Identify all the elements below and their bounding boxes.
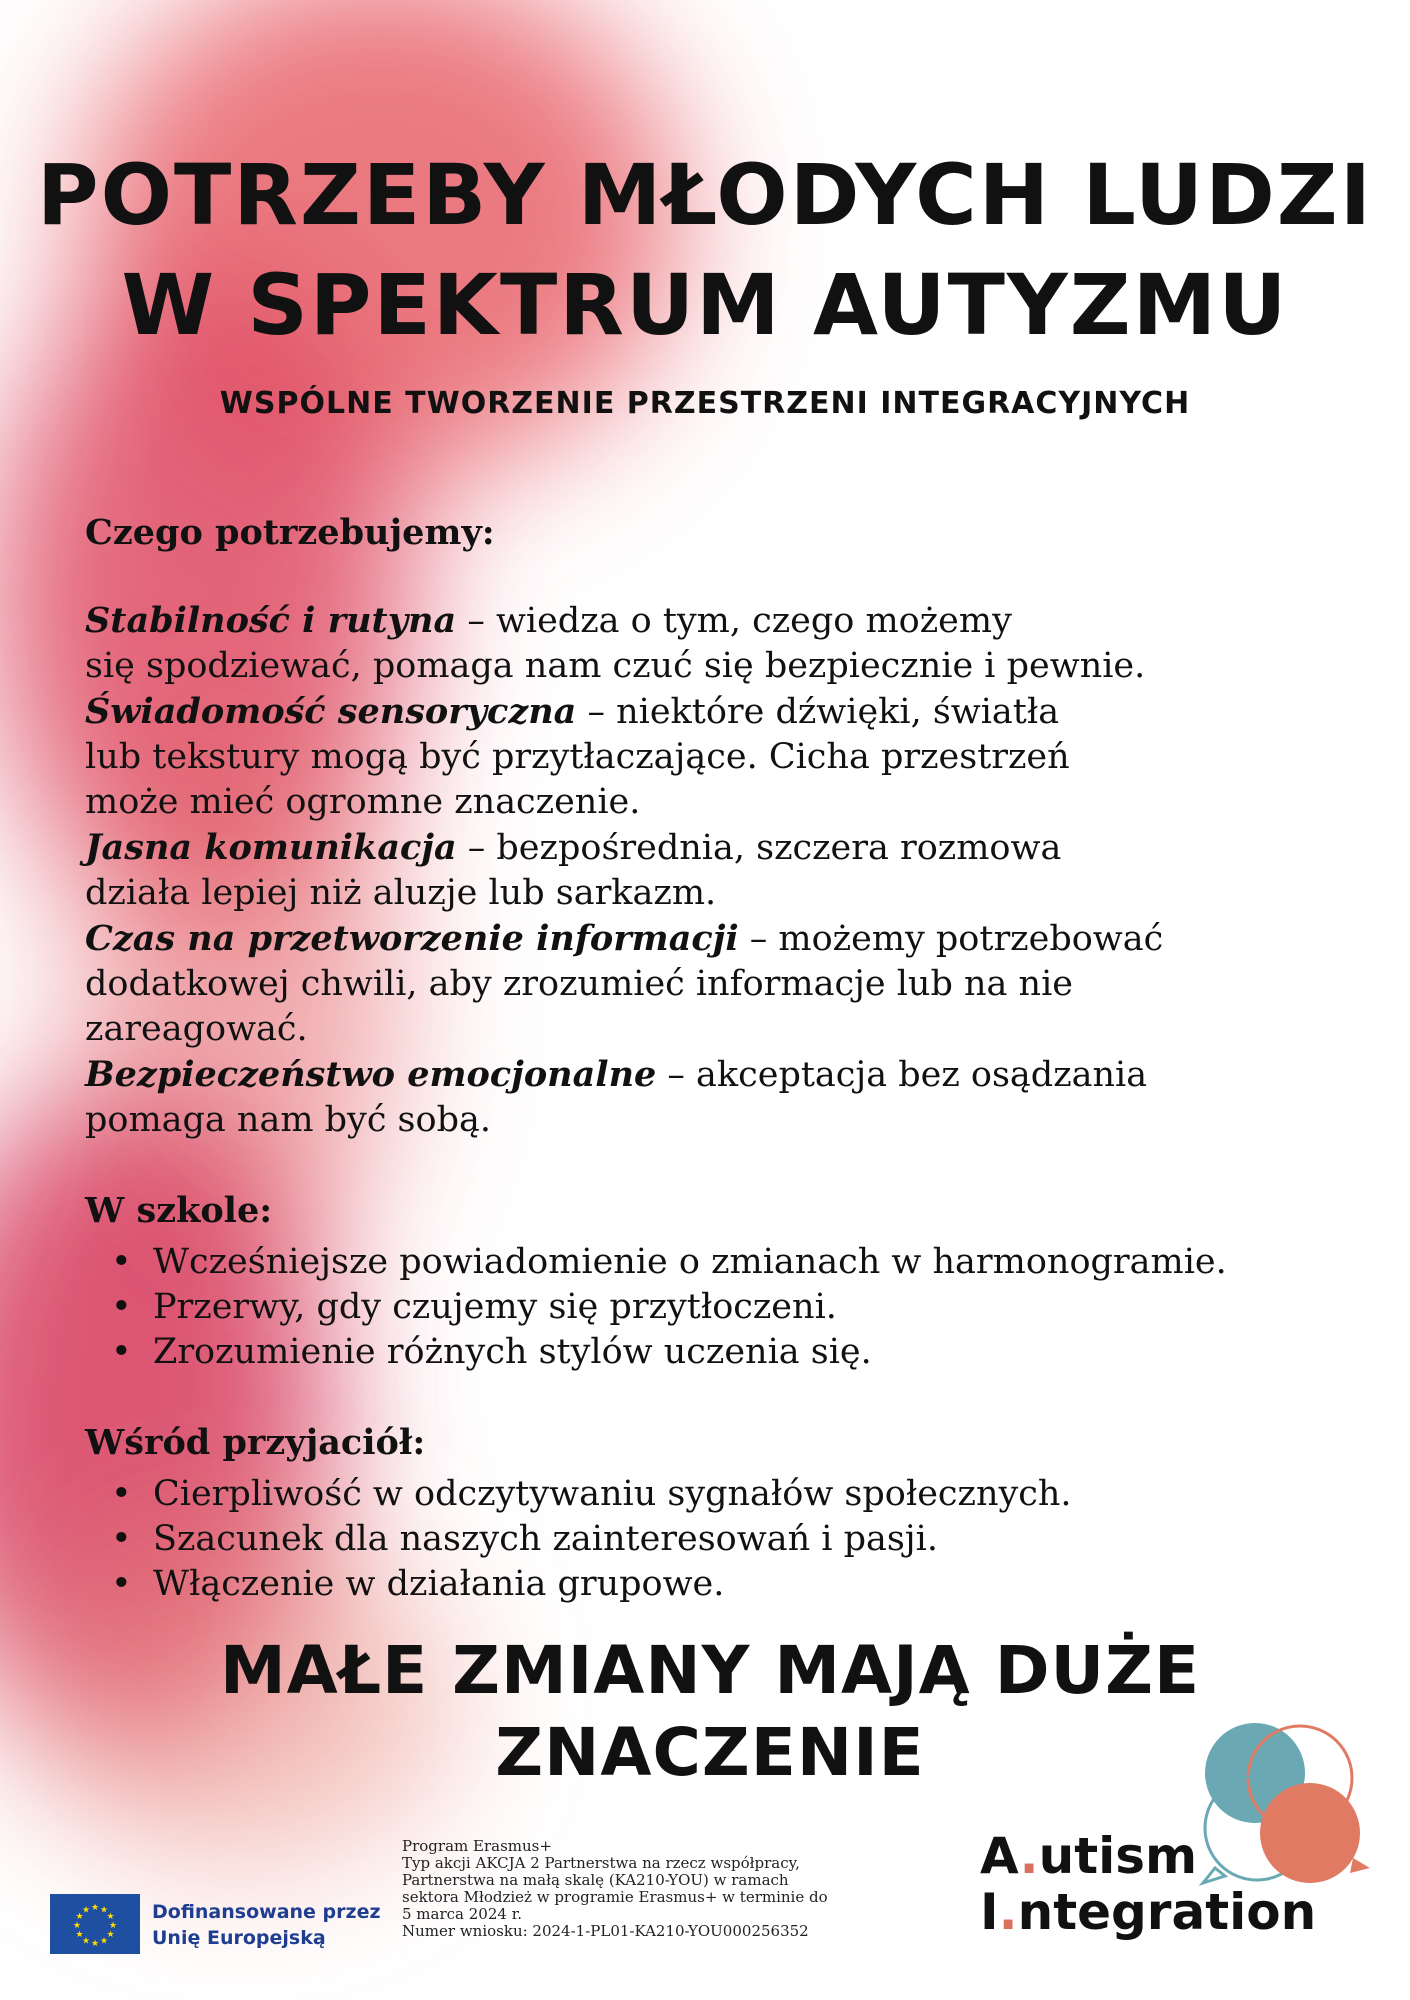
svg-text:★: ★ (106, 1930, 115, 1940)
list-item: • Zrozumienie różnych stylów uczenia się. (105, 1330, 1227, 1375)
main-title-line-2: W SPEKTRUM AUTYZMU (121, 256, 1289, 354)
closing-line-2: ZNACZENIE (495, 1714, 925, 1791)
svg-text:★: ★ (106, 1912, 115, 1922)
need-item: Czas na przetworzenie informacji – możemy potrzebować dodatkowej chwili, aby zrozumieć informacje lub na nie zareagować. (85, 918, 1164, 1049)
list-item: • Szacunek dla naszych zainteresowań i pasji. (105, 1517, 1072, 1562)
school-list (105, 1240, 1227, 1375)
friends-heading: Wśród przyjaciół: (85, 1422, 426, 1463)
main-title-line-1: POTRZEBY MŁODYCH LUDZI (37, 146, 1373, 244)
svg-text:★: ★ (99, 1905, 109, 1916)
autism-integration-logo: A.utism I.ntegration (980, 1827, 1317, 1941)
svg-text:★: ★ (81, 1905, 91, 1916)
list-item: • Wcześniejsze powiadomienie o zmianach w harmonogramie. (105, 1240, 1227, 1285)
needs-list (85, 598, 1345, 1143)
svg-text:★: ★ (108, 1921, 118, 1931)
friends-list (105, 1472, 1072, 1607)
svg-text:★: ★ (75, 1912, 84, 1922)
svg-text:★: ★ (72, 1921, 82, 1931)
needs-heading: Czego potrzebujemy: (85, 512, 495, 553)
list-item: • Przerwy, gdy czujemy się przytłoczeni. (105, 1285, 1227, 1330)
need-item: Bezpieczeństwo emocjonalne – akceptacja bez osądzania pomaga nam być sobą. (85, 1054, 1148, 1140)
svg-text:★: ★ (75, 1930, 84, 1940)
need-item: Stabilność i rutyna – wiedza o tym, czego możemy się spodziewać, pomaga nam czuć się bezpiecznie i pewnie. (85, 600, 1146, 686)
need-item: Jasna komunikacja – bezpośrednia, szczera rozmowa działa lepiej niż aluzje lub sarkazm. (85, 827, 1062, 913)
closing-slogan (120, 1630, 1300, 1794)
svg-text:★: ★ (90, 1939, 100, 1949)
eu-funding-label: Dofinansowane przez Unię Europejską (152, 1901, 381, 1949)
eu-flag-icon (50, 1894, 140, 1954)
list-item: • Włączenie w działania grupowe. (105, 1562, 1072, 1607)
svg-text:★: ★ (99, 1936, 109, 1947)
subtitle: WSPÓLNE TWORZENIE PRZESTRZENI INTEGRACYJNYCH (219, 386, 1191, 421)
list-item: • Cierpliwość w odczytywaniu sygnałów społecznych. (105, 1472, 1072, 1517)
need-item: Świadomość sensoryczna – niektóre dźwięki, światła lub tekstury mogą być przytłaczające. Cicha przestrzeń może mieć ogromne znaczenie. (85, 691, 1070, 822)
closing-line-1: MAŁE ZMIANY MAJĄ DUŻE (219, 1632, 1201, 1709)
school-heading: W szkole: (85, 1190, 273, 1231)
program-info: Program Erasmus+ Typ akcji AKCJA 2 Partnerstwa na rzecz współpracy, Partnerstwa na małą skalę (KA210-YOU) w ramach sektora Młodzież w programie Erasmus+ w terminie do 5 marca 2024 r. Numer wniosku: 2024-1-PL01-KA210-YOU000256352 (402, 1837, 828, 1940)
svg-text:★: ★ (81, 1936, 91, 1947)
svg-text:★: ★ (90, 1903, 100, 1913)
